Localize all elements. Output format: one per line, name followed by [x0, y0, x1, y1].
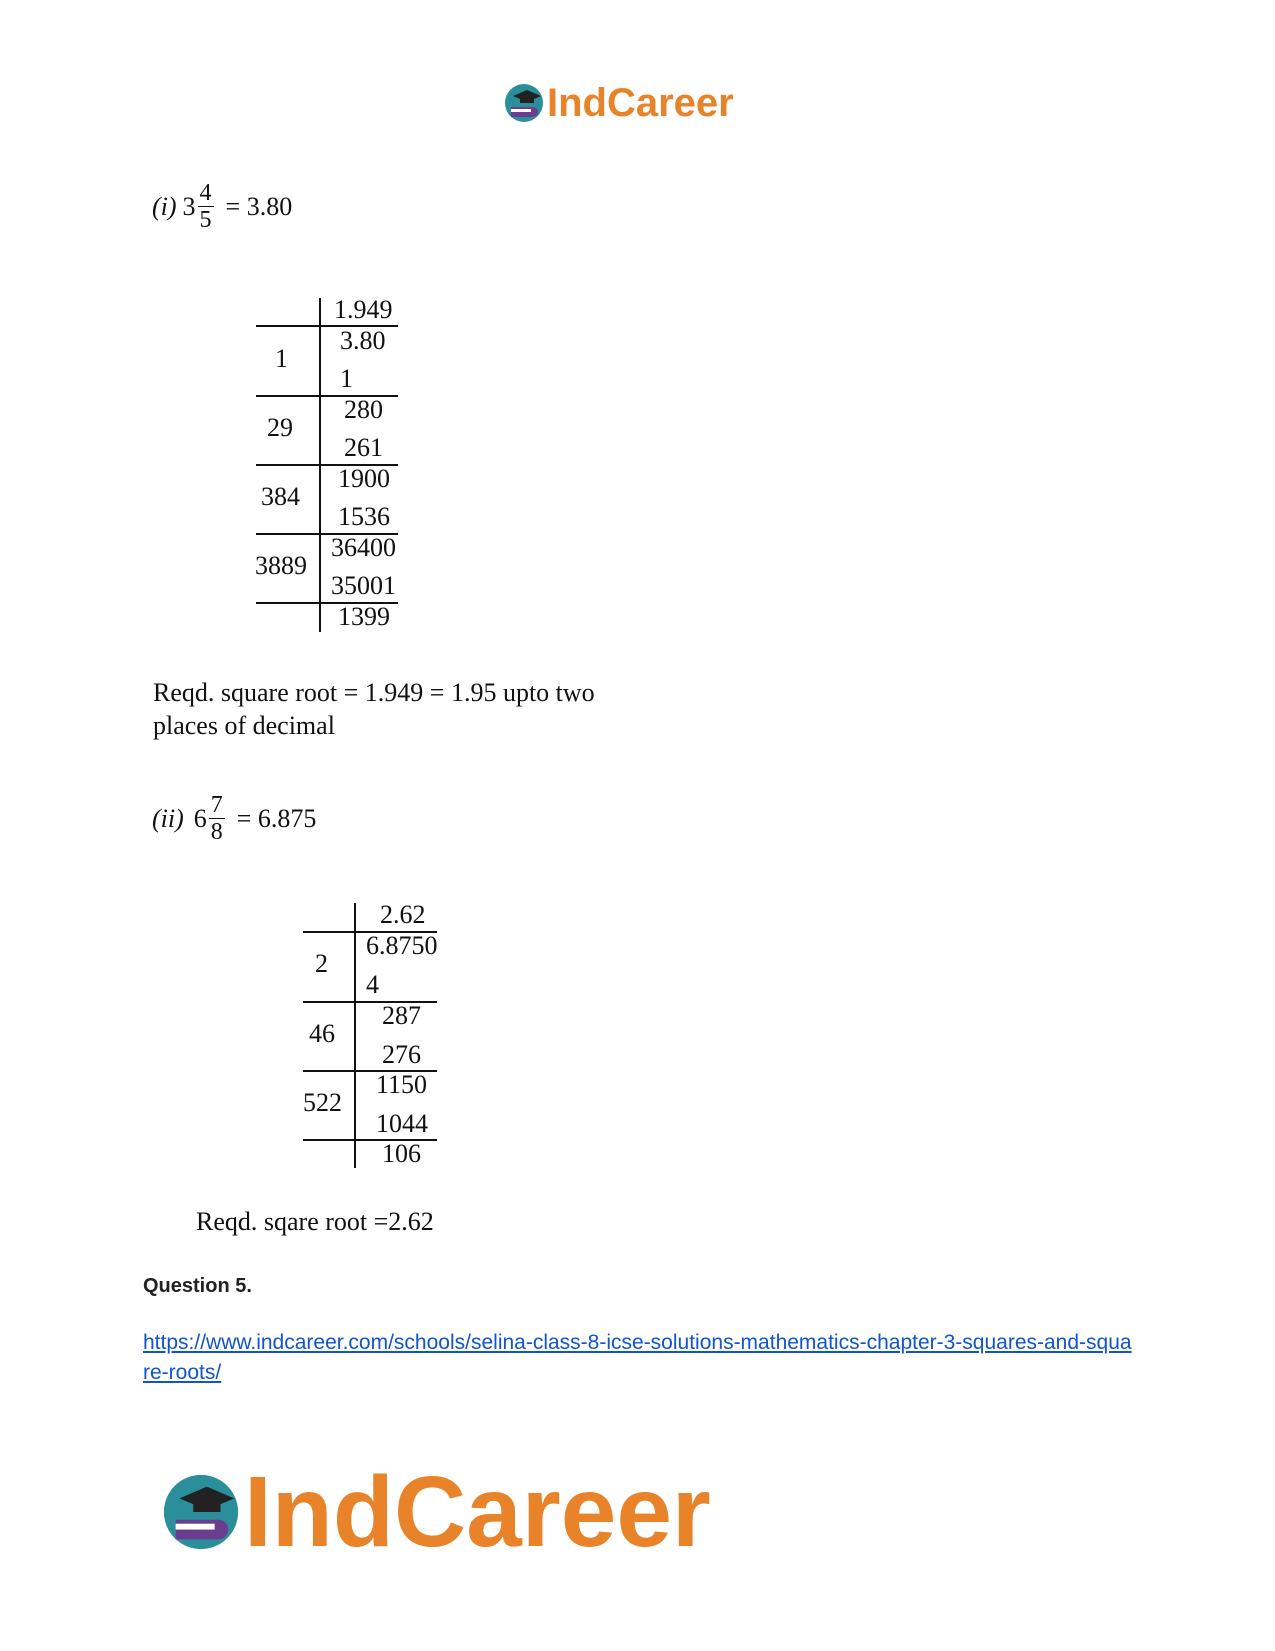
- conclusion-line: Reqd. square root = 1.949 = 1.95 upto two: [153, 678, 595, 707]
- dividend: 280: [344, 395, 383, 424]
- division-bar: [354, 903, 356, 1168]
- logo-wordmark: IndCareer: [547, 81, 734, 125]
- remainder: 1399: [338, 602, 390, 631]
- remainder: 106: [382, 1139, 421, 1168]
- subtrahend: 1044: [376, 1109, 428, 1138]
- divisor: 2: [315, 949, 328, 978]
- part-i-label: (i): [152, 191, 177, 221]
- part-ii-fraction: [209, 792, 225, 845]
- part-i-numerator: 4: [199, 180, 212, 206]
- divisor: 1: [275, 344, 288, 373]
- subtrahend: 35001: [331, 571, 396, 600]
- part-i-expression: [152, 180, 292, 233]
- graduation-book-icon: [503, 82, 545, 124]
- dividend: 1900: [338, 464, 390, 493]
- part-i-fraction: [198, 180, 214, 233]
- part-ii-denominator: 8: [210, 819, 223, 845]
- part-i-conclusion: [153, 676, 595, 742]
- dividend: 6.8750: [366, 931, 438, 960]
- quotient: 1.949: [334, 295, 393, 324]
- divisor: 522: [303, 1088, 342, 1117]
- divisor: 3889: [255, 551, 307, 580]
- logo-wordmark: IndCareer: [244, 1456, 711, 1568]
- dividend: 287: [382, 1001, 421, 1030]
- footer-logo: [160, 1456, 711, 1568]
- subtrahend: 276: [382, 1040, 421, 1069]
- header-logo: [503, 78, 734, 128]
- conclusion-line: places of decimal: [153, 711, 335, 740]
- part-ii-conclusion: Reqd. sqare root =2.62: [196, 1207, 434, 1236]
- part-ii-numerator: 7: [210, 792, 223, 818]
- subtrahend: 4: [366, 970, 379, 999]
- divisor: 384: [261, 482, 300, 511]
- part-i-result: = 3.80: [225, 191, 293, 221]
- dividend: 36400: [331, 533, 396, 562]
- question-heading: Question 5.: [143, 1275, 252, 1297]
- subtrahend: 261: [344, 433, 383, 462]
- dividend: 1150: [376, 1070, 428, 1099]
- subtrahend: 1: [340, 364, 353, 393]
- solutions-link[interactable]: https://www.indcareer.com/schools/selina-class-8-icse-solutions-mathematics-chapter-3-squares-and-square-roots/: [143, 1331, 1132, 1384]
- divisor: 29: [267, 413, 293, 442]
- subtrahend: 1536: [338, 502, 390, 531]
- quotient: 2.62: [380, 900, 426, 929]
- part-i-whole: 3: [182, 191, 196, 221]
- part-ii-expression: [152, 792, 316, 845]
- part-ii-label: (ii): [152, 803, 184, 833]
- part-ii-result: = 6.875: [236, 803, 317, 833]
- dividend: 3.80: [340, 326, 386, 355]
- part-i-denominator: 5: [199, 207, 212, 233]
- part-ii-whole: 6: [193, 803, 207, 833]
- graduation-book-icon: [160, 1471, 242, 1553]
- divisor: 46: [309, 1019, 335, 1048]
